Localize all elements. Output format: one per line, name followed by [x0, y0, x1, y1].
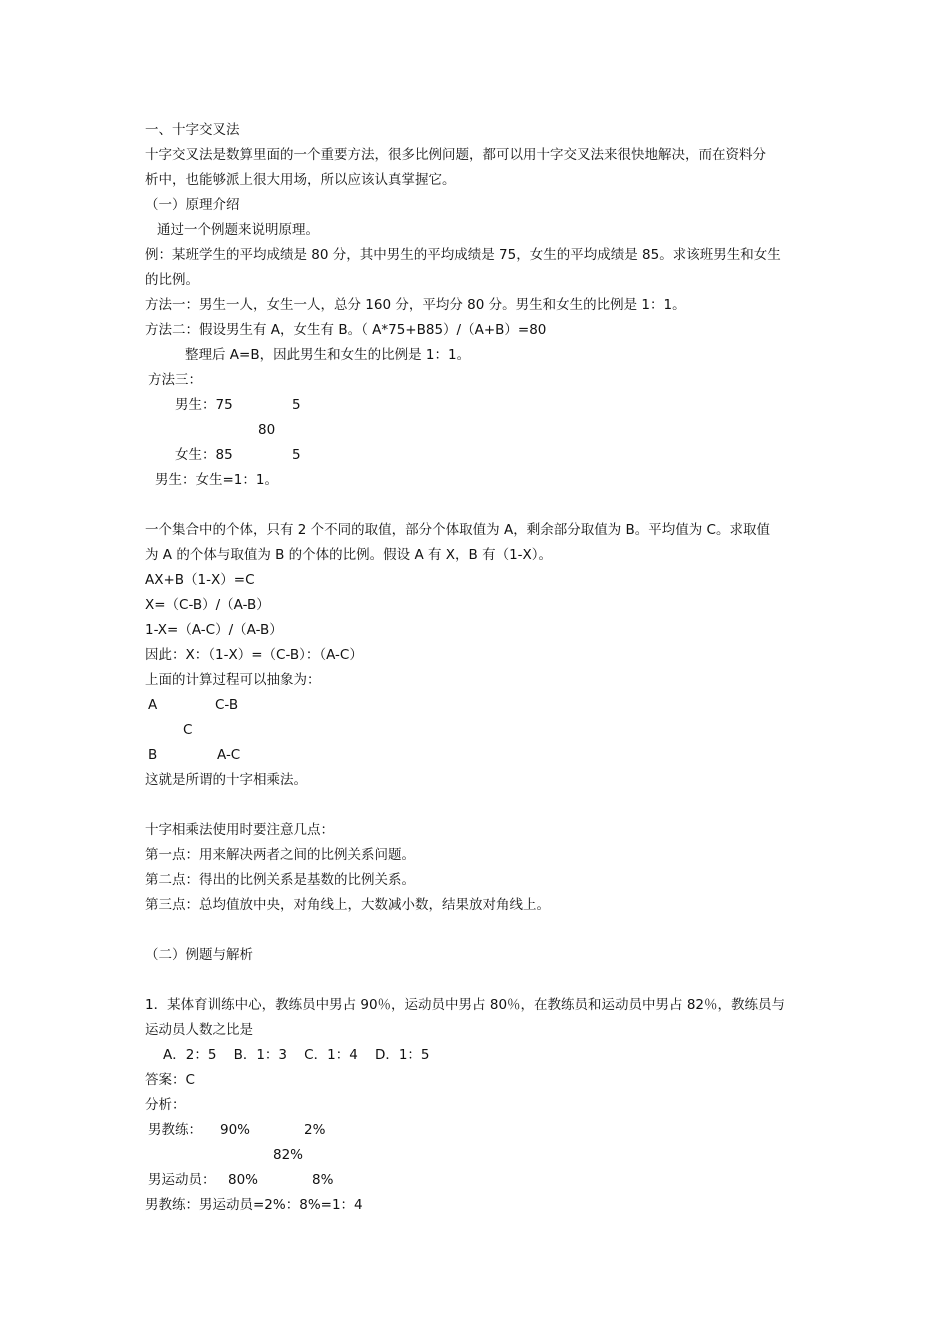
intro-line-1: 十字交叉法是数算里面的一个重要方法，很多比例问题，都可以用十字交叉法来很快地解决，而在资料分	[145, 147, 766, 163]
equation-2: X=（C-B）/（A-B）	[145, 597, 270, 613]
method-2-result: 整理后 A=B，因此男生和女生的比例是 1：1。	[185, 347, 471, 363]
note-3: 第三点：总均值放中央，对角线上，大数减小数，结果放对角线上。	[145, 897, 550, 913]
cross2-bottom-left: B	[148, 747, 158, 763]
cross1-bottom-left: 女生：85	[175, 447, 233, 463]
cross3-top-value: 90%	[220, 1122, 251, 1138]
cross3-result: 男教练：男运动员=2%：8%=1：4	[145, 1197, 363, 1213]
general-desc-1: 一个集合中的个体，只有 2 个不同的取值，部分个体取值为 A，剩余部分取值为 B。平均值为 C。求取值	[145, 522, 770, 538]
example-line-1: 例：某班学生的平均成绩是 80 分，其中男生的平均成绩是 75，女生的平均成绩是 85。求该班男生和女生	[145, 247, 781, 263]
cross2-bottom-right: A-C	[217, 747, 241, 763]
cross2-top-left: A	[148, 697, 158, 713]
question1-line-1: 1．某体育训练中心，教练员中男占 90％，运动员中男占 80％，在教练员和运动员中男占 82％，教练员与	[145, 997, 785, 1013]
answer-line: 答案：C	[145, 1072, 195, 1088]
method-2: 方法二：假设男生有 A，女生有 B。（ A*75+B85）/（A+B）=80	[145, 322, 547, 338]
cross1-result: 男生：女生=1：1。	[155, 472, 278, 488]
general-desc-2: 为 A 的个体与取值为 B 的个体的比例。假设 A 有 X，B 有（1-X）。	[145, 547, 553, 563]
doc-title: 一、十字交叉法	[145, 122, 240, 138]
equation-3: 1-X=（A-C）/（A-B）	[145, 622, 283, 638]
cross3-center: 82%	[273, 1147, 304, 1163]
cross1-bottom-right: 5	[292, 447, 301, 463]
method-1: 方法一：男生一人，女生一人，总分 160 分，平均分 80 分。男生和女生的比例是 1：1。	[145, 297, 686, 313]
cross2-center: C	[183, 722, 193, 738]
section1-lead: 通过一个例题来说明原理。	[157, 222, 319, 238]
cross3-bottom-right: 8%	[312, 1172, 334, 1188]
method-3: 方法三：	[148, 372, 202, 388]
cross1-center: 80	[258, 422, 276, 438]
analysis-label: 分析：	[145, 1097, 186, 1113]
abstract-line: 上面的计算过程可以抽象为：	[145, 672, 321, 688]
cross2-top-right: C-B	[215, 697, 239, 713]
example-line-2: 的比例。	[145, 272, 199, 288]
cross3-bottom-label: 男运动员：	[148, 1172, 216, 1188]
cross3-bottom-value: 80%	[228, 1172, 259, 1188]
equation-1: AX+B（1-X）=C	[145, 572, 255, 588]
question1-options: A．2：5 B．1：3 C．1：4 D．1：5	[163, 1047, 430, 1063]
question1-line-2: 运动员人数之比是	[145, 1022, 253, 1038]
note-1: 第一点：用来解决两者之间的比例关系问题。	[145, 847, 415, 863]
intro-line-2: 析中，也能够派上很大用场，所以应该认真掌握它。	[145, 172, 456, 188]
cross1-top-left: 男生：75	[175, 397, 233, 413]
conclusion-line: 这就是所谓的十字相乘法。	[145, 772, 307, 788]
notes-heading: 十字相乘法使用时要注意几点：	[145, 822, 334, 838]
section2-heading: （二）例题与解析	[145, 947, 253, 963]
cross1-top-right: 5	[292, 397, 301, 413]
cross3-top-right: 2%	[304, 1122, 326, 1138]
section1-heading: （一）原理介绍	[145, 197, 240, 213]
note-2: 第二点：得出的比例关系是基数的比例关系。	[145, 872, 415, 888]
equation-4: 因此：X：（1-X）=（C-B）：（A-C）	[145, 647, 363, 663]
cross3-top-label: 男教练：	[148, 1122, 202, 1138]
